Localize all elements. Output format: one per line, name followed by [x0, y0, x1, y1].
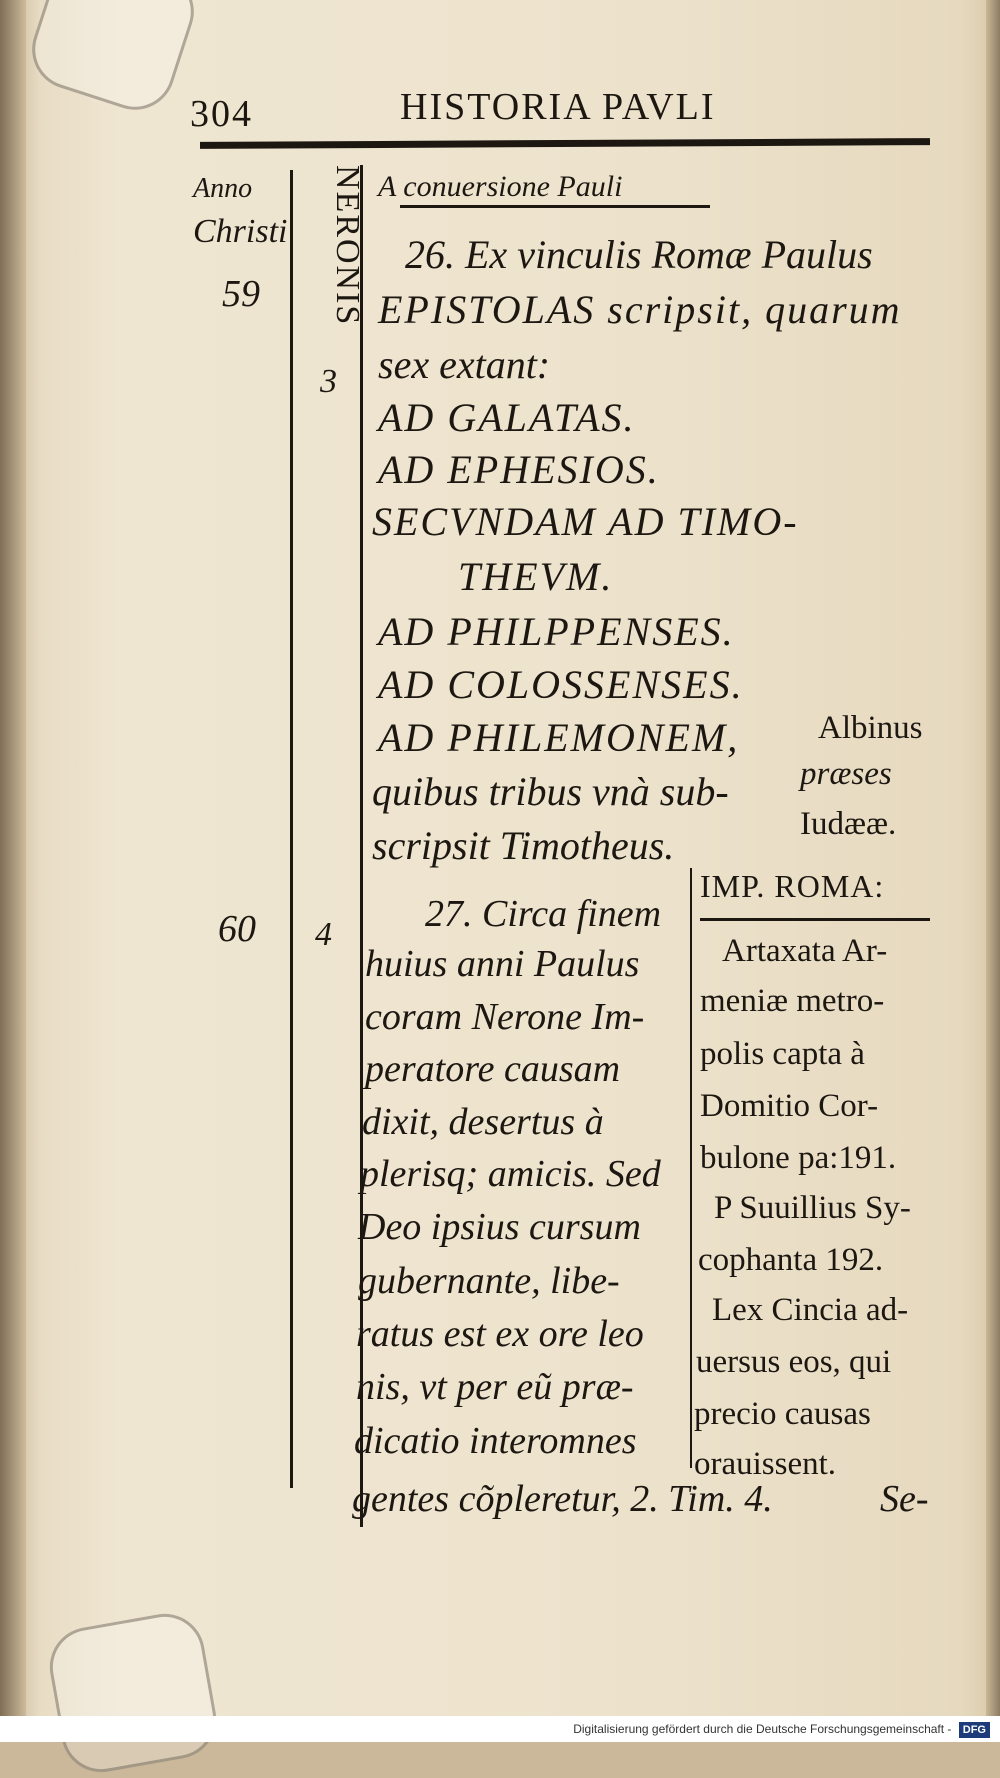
regnal-year-3: 3	[320, 363, 337, 400]
main-lower-8: gubernante, libe-	[358, 1260, 620, 1302]
side-line-11: orauissent.	[694, 1446, 837, 1482]
epistle-galatas: AD GALATAS.	[378, 395, 636, 440]
side-note-iudaeae: Iudææ.	[800, 806, 897, 842]
main-lower-3: coram Nerone Im-	[365, 996, 645, 1038]
main-lower-9: ratus est ex ore leo	[356, 1313, 644, 1355]
epistle-colossenses: AD COLOSSENSES.	[378, 662, 744, 707]
side-line-9: uersus eos, qui	[696, 1344, 892, 1380]
page-gutter-shadow	[0, 0, 26, 1742]
main-lower-11: dicatio interomnes	[354, 1420, 637, 1462]
page-number: 304	[190, 93, 253, 135]
main-lower-6: plerisq; amicis. Sed	[360, 1153, 661, 1195]
epistle-philemonem: AD PHILEMONEM,	[378, 715, 740, 760]
main-line-2: EPISTOLAS scripsit, quarum	[378, 287, 902, 332]
side-line-5: bulone pa:191.	[700, 1140, 897, 1176]
side-note-praeses: præses	[800, 756, 892, 792]
main-lower-10: nis, vt per eũ præ-	[356, 1366, 634, 1408]
main-line-11: quibus tribus vnà sub-	[372, 769, 729, 814]
main-lower-2: huius anni Paulus	[365, 943, 640, 985]
anno-heading: Anno	[193, 173, 253, 204]
epistle-philippenses: AD PHILPPENSES.	[378, 609, 735, 654]
main-line-3: sex extant:	[378, 342, 551, 387]
main-lower-7: Deo ipsius cursum	[358, 1206, 641, 1248]
side-line-1: Artaxata Ar-	[722, 933, 888, 969]
side-line-7: cophanta 192.	[698, 1242, 884, 1278]
side-line-2: meniæ metro-	[700, 983, 885, 1019]
side-line-3: polis capta à	[700, 1036, 865, 1072]
left-column-rule	[290, 170, 293, 1488]
page-clip-bottom	[44, 1608, 223, 1778]
year-60: 60	[218, 908, 256, 950]
page-clip-top	[22, 0, 204, 120]
side-line-4: Domitio Cor-	[700, 1088, 879, 1124]
side-line-8: Lex Cincia ad-	[712, 1292, 909, 1328]
epistle-timotheum-cont: THEVM.	[458, 554, 614, 599]
year-59: 59	[222, 273, 260, 315]
neronis-label: NERONIS	[329, 165, 366, 327]
side-column-rule	[690, 868, 692, 1468]
regnal-year-4: 4	[315, 916, 332, 953]
dfg-logo: DFG	[959, 1722, 990, 1738]
digitization-footer	[0, 1716, 1000, 1742]
imp-roma-heading: IMP. ROMA:	[700, 868, 885, 904]
main-line-1: 26. Ex vinculis Romæ Paulus	[405, 232, 873, 277]
main-lower-5: dixit, desertus à	[362, 1101, 604, 1143]
running-title: HISTORIA PAVLI	[400, 86, 716, 128]
main-last-line: gentes cõpleretur, 2. Tim. 4.	[352, 1478, 773, 1520]
side-line-6: P Suuillius Sy-	[714, 1190, 911, 1226]
epistle-timotheum: SECVNDAM AD TIMO-	[372, 499, 799, 544]
christi-heading: Christi	[193, 213, 288, 250]
main-lower-4: peratore causam	[365, 1048, 621, 1090]
catchword: Se-	[880, 1478, 929, 1520]
main-heading: A conuersione Pauli	[378, 170, 623, 203]
side-note-albinus: Albinus	[818, 710, 923, 746]
header-rule	[200, 138, 930, 149]
footer-text: Digitalisierung gefördert durch die Deutsche Forschungsgemeinschaft -	[573, 1722, 952, 1736]
main-line-12: scripsit Timotheus.	[372, 823, 675, 868]
page-right-edge	[986, 0, 1000, 1742]
imp-roma-rule	[700, 918, 930, 921]
main-lower-1: 27. Circa finem	[425, 893, 662, 935]
main-heading-rule	[400, 205, 710, 208]
side-line-10: precio causas	[694, 1396, 871, 1432]
epistle-ephesios: AD EPHESIOS.	[378, 447, 660, 492]
